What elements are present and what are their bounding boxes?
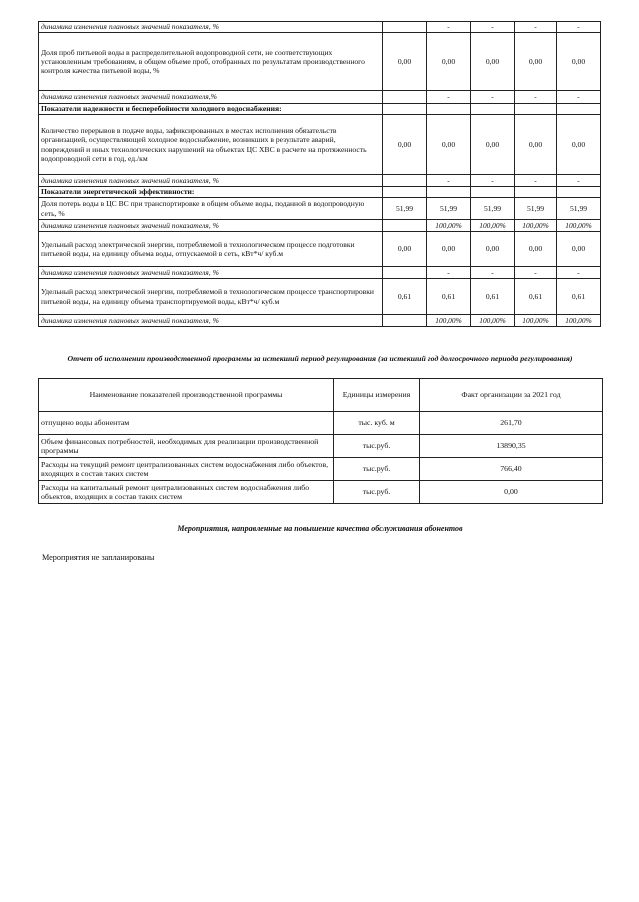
value-cell: 0,00: [383, 232, 427, 267]
value-cell: 100,00%: [515, 220, 557, 232]
fact-value-cell: 13890,35: [420, 435, 603, 458]
empty-cell: [383, 187, 427, 198]
indicator-label: Удельный расход электрической энергии, потребляемой в технологическом процессе транспортировки питьевой воды, на единицу объема транспортируемой воды, кВт*ч/ куб.м: [39, 279, 383, 315]
indicators-table-body: [39, 22, 601, 327]
value-cell: 100,00%: [471, 220, 515, 232]
value-cell: 0,00: [427, 232, 471, 267]
section-heading: Показатели энергетической эффективности:: [39, 187, 383, 198]
indicator-row: [39, 33, 601, 91]
indicator-label: Количество перерывов в подаче воды, зафиксированных в местах исполнения обязательств организацией, осуществляющей холодное водоснабжение, возникших в результате аварий, повреждений и иных технологических нарушений на объектах ЦС ХВС в расчете на протяженность водопроводной сети в год, ед./км: [39, 115, 383, 175]
value-cell: [383, 22, 427, 33]
value-cell: 0,00: [383, 33, 427, 91]
value-cell: -: [515, 175, 557, 187]
dynamics-row: [39, 315, 601, 327]
value-cell: -: [557, 91, 601, 104]
indicator-row: [39, 198, 601, 220]
unit-cell: тыс. куб. м: [334, 412, 420, 435]
value-cell: [383, 175, 427, 187]
value-cell: 0,00: [515, 115, 557, 175]
indicator-row: [39, 115, 601, 175]
indicator-label: Доля проб питьевой воды в распределительной водопроводной сети, не соответствующих установленным требованиям, в общем объеме проб, отобранных по результатам производственного контроля качества питьевой воды, %: [39, 33, 383, 91]
value-cell: [383, 91, 427, 104]
value-cell: 100,00%: [557, 315, 601, 327]
empty-cell: [427, 104, 471, 115]
empty-cell: [471, 187, 515, 198]
fact-value-cell: 766,40: [420, 458, 603, 481]
value-cell: -: [471, 91, 515, 104]
value-cell: 0,00: [557, 115, 601, 175]
report-row: [39, 412, 603, 435]
value-cell: -: [427, 175, 471, 187]
value-cell: -: [515, 22, 557, 33]
value-cell: 0,61: [427, 279, 471, 315]
value-cell: 0,00: [471, 232, 515, 267]
value-cell: 51,99: [515, 198, 557, 220]
value-cell: 0,00: [557, 33, 601, 91]
value-cell: 0,00: [427, 33, 471, 91]
value-cell: 100,00%: [557, 220, 601, 232]
value-cell: 0,61: [383, 279, 427, 315]
value-cell: 0,61: [557, 279, 601, 315]
fact-value-cell: 261,70: [420, 412, 603, 435]
indicator-name-cell: отпущено воды абонентам: [39, 412, 334, 435]
value-cell: 0,00: [471, 33, 515, 91]
value-cell: -: [471, 22, 515, 33]
indicator-label: динамика изменения плановых значений показателя, %: [39, 267, 383, 279]
report-table-body: [39, 412, 603, 504]
report-header-row: [39, 379, 603, 412]
empty-cell: [515, 187, 557, 198]
value-cell: 0,00: [427, 115, 471, 175]
empty-cell: [427, 187, 471, 198]
value-cell: 0,00: [557, 232, 601, 267]
value-cell: -: [557, 175, 601, 187]
indicator-row: [39, 279, 601, 315]
report-table: [38, 378, 603, 504]
indicators-table: [38, 21, 601, 327]
unit-cell: тыс.руб.: [334, 481, 420, 504]
empty-cell: [383, 104, 427, 115]
indicator-label: Доля потерь воды в ЦС ВС при транспортировке в общем объеме воды, поданной в водопроводную сеть, %: [39, 198, 383, 220]
value-cell: 0,00: [383, 115, 427, 175]
value-cell: -: [427, 267, 471, 279]
measures-text: Мероприятия не запланированы: [42, 553, 155, 562]
value-cell: -: [557, 267, 601, 279]
indicator-name-cell: Расходы на текущий ремонт централизованных систем водоснабжения либо объектов, входящих в состав таких систем: [39, 458, 334, 481]
indicator-label: динамика изменения плановых значений показателя, %: [39, 175, 383, 187]
empty-cell: [557, 187, 601, 198]
value-cell: 100,00%: [515, 315, 557, 327]
dynamics-row: [39, 91, 601, 104]
dynamics-row: [39, 175, 601, 187]
section-heading-row: [39, 187, 601, 198]
report-row: [39, 458, 603, 481]
value-cell: [383, 315, 427, 327]
value-cell: 0,61: [471, 279, 515, 315]
indicator-label: динамика изменения плановых значений показателя, %: [39, 315, 383, 327]
indicator-label: динамика изменения плановых значений показателя, %: [39, 220, 383, 232]
value-cell: 0,61: [515, 279, 557, 315]
section-heading: Показатели надежности и бесперебойности холодного водоснабжения:: [39, 104, 383, 115]
value-cell: 51,99: [383, 198, 427, 220]
value-cell: -: [515, 91, 557, 104]
value-cell: -: [427, 91, 471, 104]
value-cell: -: [471, 175, 515, 187]
header-units: Единицы измерения: [334, 379, 420, 412]
value-cell: -: [471, 267, 515, 279]
value-cell: 51,99: [427, 198, 471, 220]
indicator-name-cell: Объем финансовых потребностей, необходимых для реализации производственной программы: [39, 435, 334, 458]
value-cell: -: [427, 22, 471, 33]
empty-cell: [515, 104, 557, 115]
unit-cell: тыс.руб.: [334, 458, 420, 481]
header-fact: Факт организации за 2021 год: [420, 379, 603, 412]
indicator-name-cell: Расходы на капитальный ремонт централизованных систем водоснабжения либо объектов, входящих в состав таких систем: [39, 481, 334, 504]
header-indicator-name: Наименование показателей производственной программы: [39, 379, 334, 412]
value-cell: 100,00%: [471, 315, 515, 327]
value-cell: -: [557, 22, 601, 33]
value-cell: [383, 220, 427, 232]
value-cell: -: [515, 267, 557, 279]
indicator-label: динамика изменения плановых значений показателя, %: [39, 22, 383, 33]
value-cell: 51,99: [471, 198, 515, 220]
fact-value-cell: 0,00: [420, 481, 603, 504]
value-cell: 0,00: [515, 232, 557, 267]
value-cell: 0,00: [471, 115, 515, 175]
dynamics-row: [39, 220, 601, 232]
indicator-label: динамика изменения плановых значений показателя,%: [39, 91, 383, 104]
indicator-label: Удельный расход электрической энергии, потребляемой в технологическом процессе подготовки питьевой воды, на единицу объема воды, отпускаемой в сеть, кВт*ч/ куб.м: [39, 232, 383, 267]
section-heading-row: [39, 104, 601, 115]
value-cell: 51,99: [557, 198, 601, 220]
dynamics-row: [39, 22, 601, 33]
indicator-row: [39, 232, 601, 267]
unit-cell: тыс.руб.: [334, 435, 420, 458]
value-cell: 0,00: [515, 33, 557, 91]
empty-cell: [557, 104, 601, 115]
dynamics-row: [39, 267, 601, 279]
measures-title: Мероприятия, направленные на повышение качества обслуживания абонентов: [177, 524, 463, 533]
report-row: [39, 481, 603, 504]
report-title: Отчет об исполнении производственной программы за истекший период регулирования (за истекший год долгосрочного периода регулирования): [67, 354, 573, 363]
empty-cell: [471, 104, 515, 115]
value-cell: [383, 267, 427, 279]
report-row: [39, 435, 603, 458]
value-cell: 100,00%: [427, 315, 471, 327]
value-cell: 100,00%: [427, 220, 471, 232]
